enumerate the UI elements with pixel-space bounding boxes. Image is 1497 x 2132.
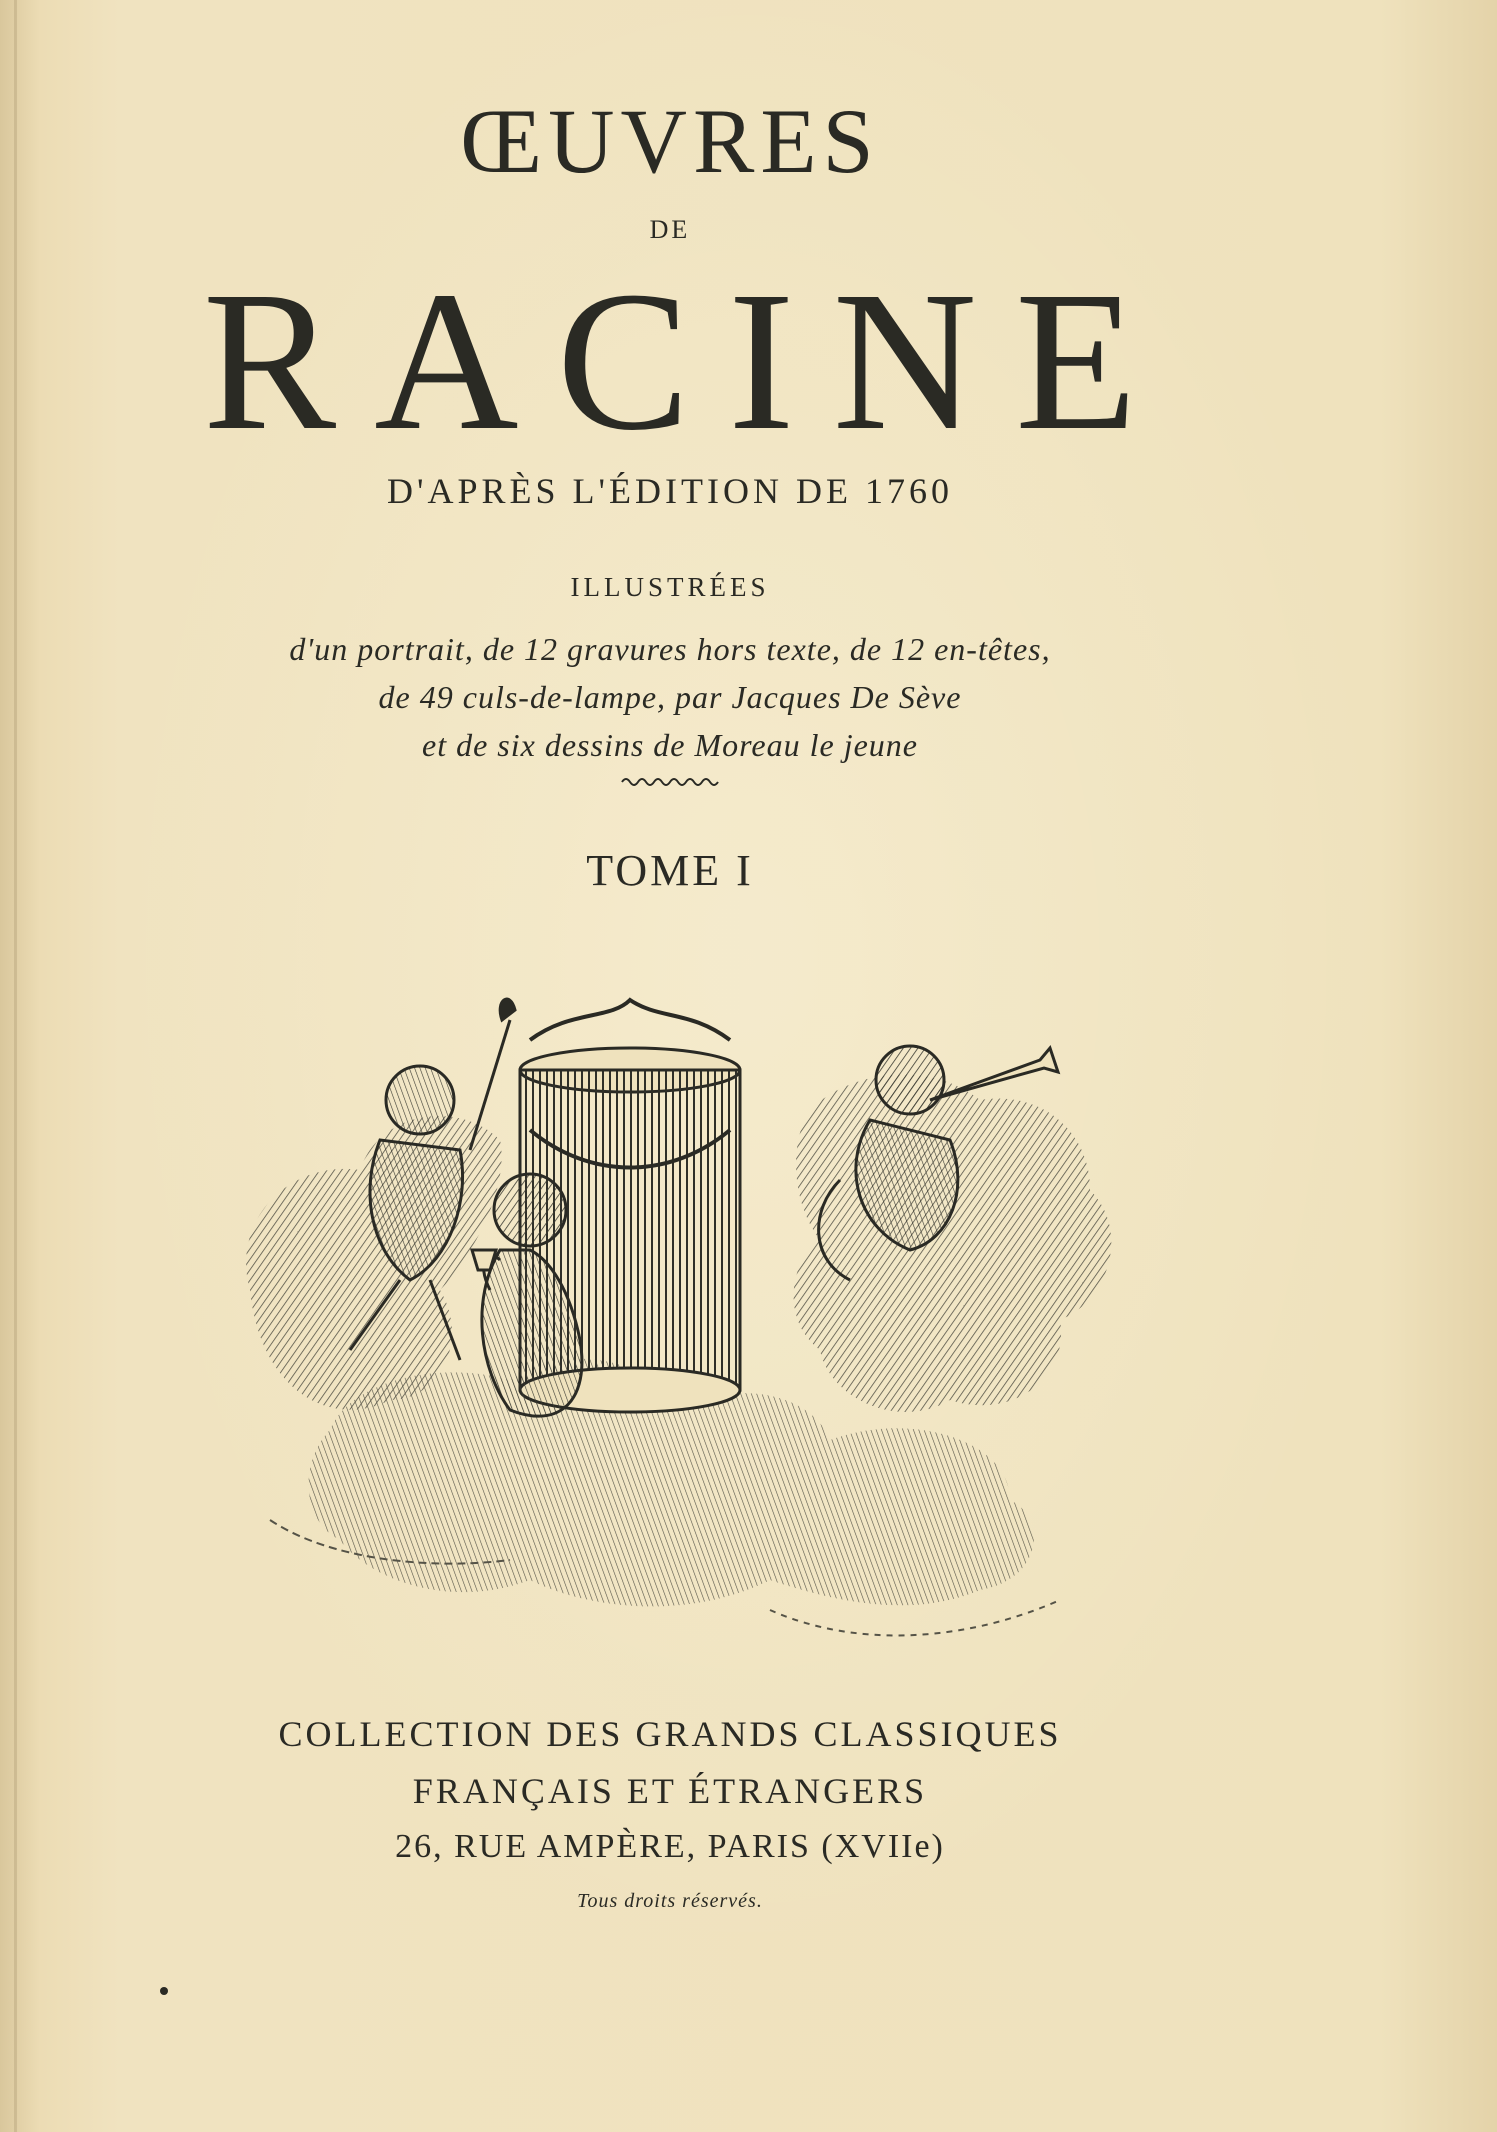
credits-line-1: d'un portrait, de 12 gravures hors texte, de 12 en-têtes,	[289, 631, 1051, 667]
title-racine: RACINE	[202, 251, 1176, 472]
wavy-rule-icon	[0, 774, 1340, 794]
rights-notice: Tous droits réservés.	[577, 1890, 763, 1912]
credits-line-2: de 49 culs-de-lampe, par Jacques De Sève	[378, 679, 962, 715]
credits-line-3: et de six dessins de Moreau le jeune	[421, 727, 918, 763]
imprint-address: 26, RUE AMPÈRE, PARIS (XVIIe)	[395, 1828, 945, 1865]
illustrees-label: ILLUSTRÉES	[570, 572, 770, 602]
imprint-collection-line-1: COLLECTION DES GRANDS CLASSIQUES	[278, 1714, 1062, 1754]
title-oeuvres: ŒUVRES	[460, 90, 880, 192]
imprint-collection-line-2: FRANÇAIS ET ÉTRANGERS	[412, 1771, 928, 1811]
title-de: DE	[649, 215, 691, 244]
edition-line: D'APRÈS L'ÉDITION DE 1760	[387, 471, 953, 511]
illustration-credits	[0, 625, 1340, 769]
engraved-vignette	[210, 960, 1160, 1680]
tome-number: TOME I	[586, 846, 754, 895]
ink-speck	[160, 1987, 168, 1995]
